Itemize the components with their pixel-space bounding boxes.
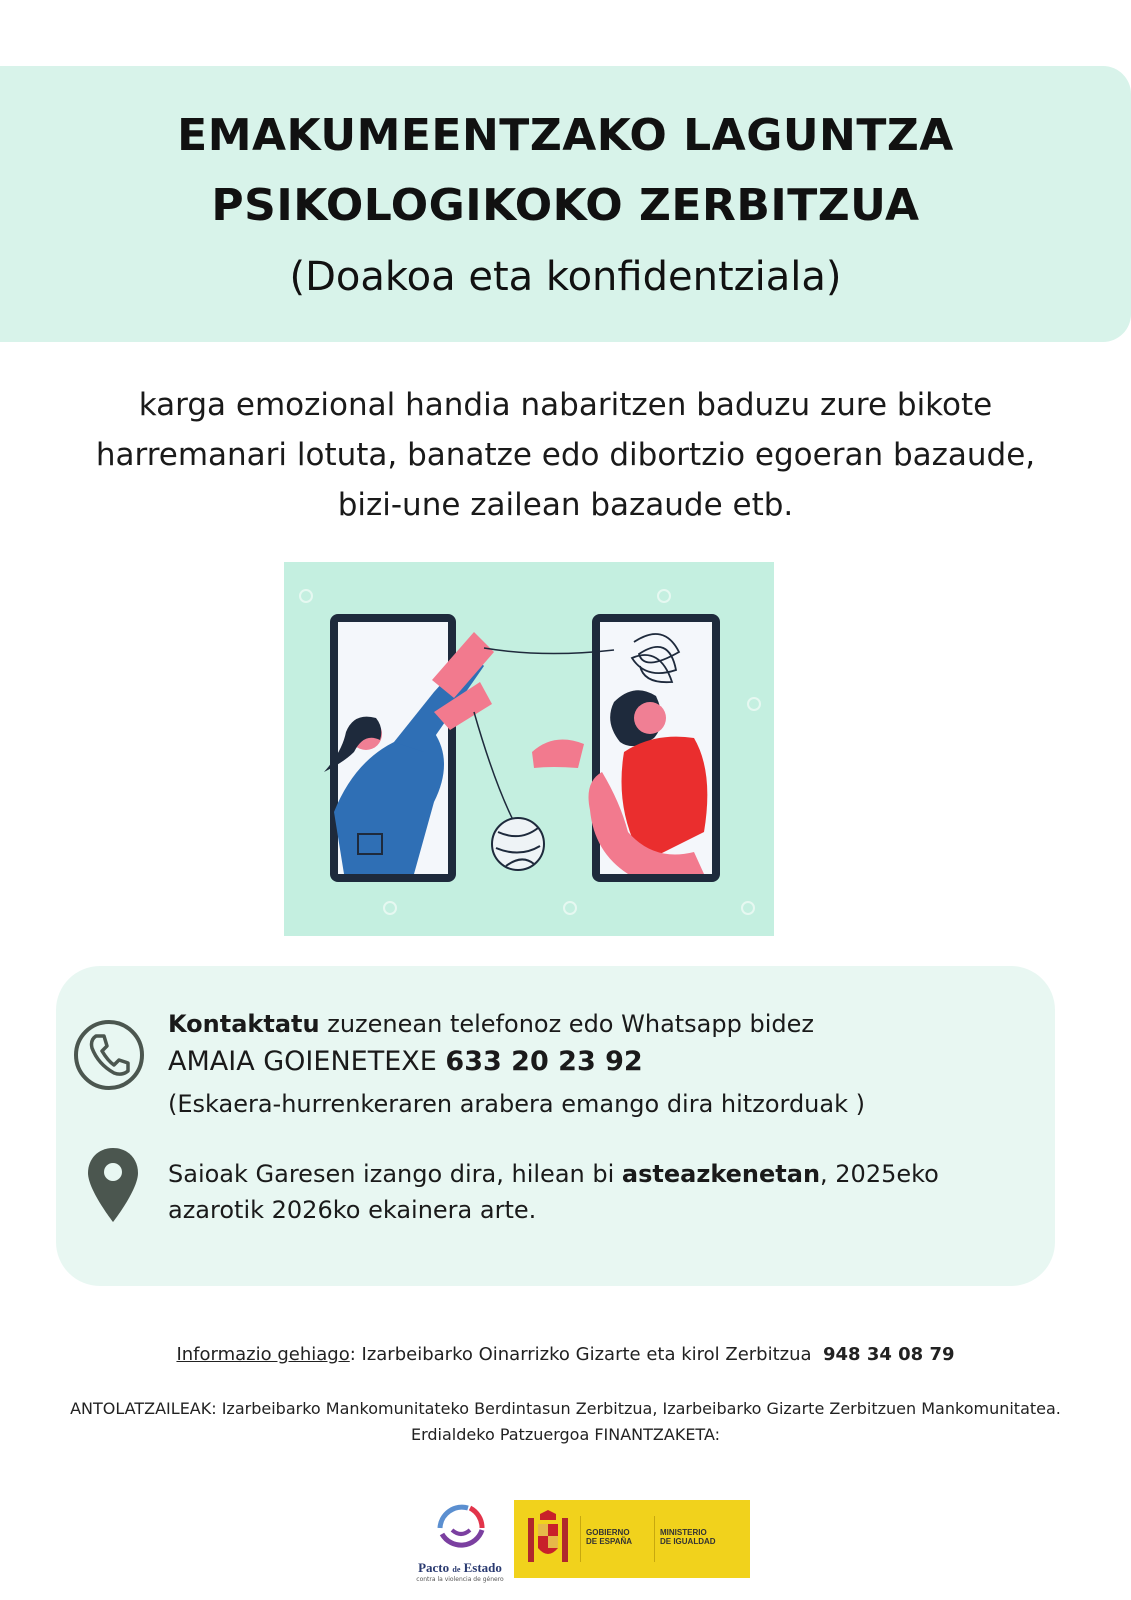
ministerio-line-1: MINISTERIO [660, 1528, 707, 1537]
logo-divider-2 [654, 1516, 655, 1562]
phone-icon [72, 1018, 146, 1092]
pacto-ring-icon [408, 1498, 512, 1554]
pacto-word-2: de [452, 1565, 461, 1574]
contact-phone[interactable]: 633 20 23 92 [445, 1046, 643, 1077]
contact-note: (Eskaera-hurrenkeraren arabera emango dira hitzorduak ) [168, 1090, 865, 1118]
coat-of-arms-icon [524, 1510, 572, 1568]
pacto-word-1: Pacto [418, 1560, 450, 1575]
location-pin-icon [86, 1146, 140, 1224]
illustration-video-call [284, 562, 774, 936]
contact-lead-bold: Kontaktatu [168, 1010, 320, 1038]
contact-person [168, 1046, 643, 1077]
ministerio-line-2: DE IGUALDAD [660, 1537, 716, 1546]
more-info [0, 1344, 1131, 1365]
more-info-text: : Izarbeibarko Oinarrizko Gizarte eta kirol Zerbitzua [349, 1344, 812, 1365]
location-text-before: Saioak Garesen izango dira, hilean bi [168, 1160, 615, 1188]
page-subtitle: (Doakoa eta konfidentziala) [289, 254, 842, 300]
organizers-line-2: Erdialdeko Patzuergoa FINANTZAKETA: [410, 1425, 721, 1444]
location-line-2: azarotik 2026ko ekainera arte. [168, 1196, 537, 1224]
organizers-line-1: ANTOLATZAILEAK: Izarbeibarko Mankomunitateko Berdintasun Zerbitzua, Izarbeibarko Gizarte Zerbitzuen Mankomunitatea. [70, 1399, 1061, 1418]
pacto-subtitle: contra la violencia de género [416, 1576, 504, 1583]
gobierno-line-1: GOBIERNO [586, 1528, 630, 1537]
pacto-word-3: Estado [463, 1560, 502, 1575]
logo-divider-1 [580, 1516, 581, 1562]
contact-lead [168, 1010, 814, 1038]
gobierno-ministerio-logo [514, 1500, 750, 1578]
location-line-1 [168, 1160, 939, 1188]
organizers [30, 1396, 1101, 1448]
ministerio-text [660, 1528, 716, 1546]
more-info-phone[interactable]: 948 34 08 79 [823, 1344, 955, 1365]
intro-line-2: harremanari lotuta, banatze edo dibortzio egoeran bazaude, [95, 437, 1036, 473]
gobierno-text [586, 1528, 632, 1546]
location-text-after: , 2025eko [820, 1160, 939, 1188]
page-title-line-1: EMAKUMEENTZAKO LAGUNTZA [177, 110, 954, 161]
contact-lead-rest: zuzenean telefonoz edo Whatsapp bidez [327, 1010, 814, 1038]
intro-text [40, 380, 1091, 530]
more-info-label[interactable]: Informazio gehiago [176, 1344, 350, 1365]
location-text-bold: asteazkenetan [621, 1160, 821, 1188]
pacto-de-estado-logo [408, 1498, 512, 1584]
intro-line-1: karga emozional handia nabaritzen baduzu zure bikote [138, 387, 993, 423]
contact-name: AMAIA GOIENETEXE [168, 1046, 437, 1077]
gobierno-line-2: DE ESPAÑA [586, 1537, 633, 1546]
pacto-title [408, 1560, 512, 1576]
intro-line-3: bizi-une zailean bazaude etb. [337, 487, 794, 523]
page-title-line-2: PSIKOLOGIKOKO ZERBITZUA [211, 180, 920, 231]
